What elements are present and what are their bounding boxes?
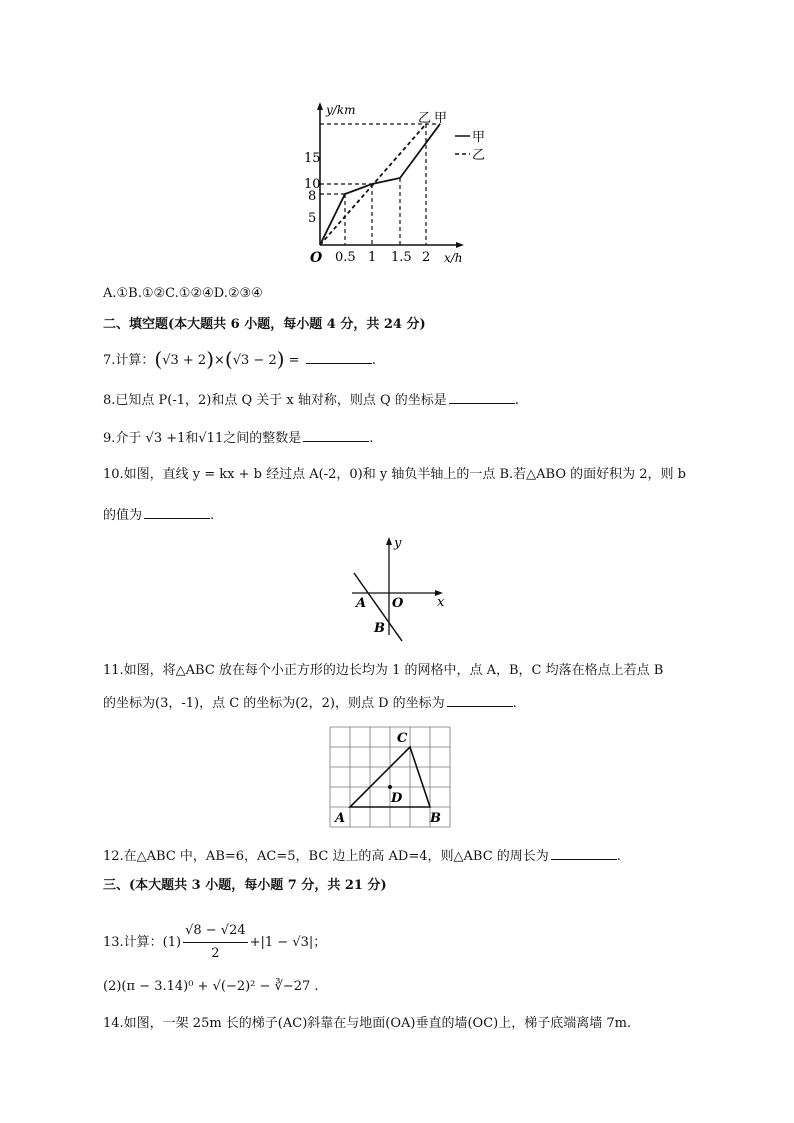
x-axis-label: x/h [444,251,463,265]
x-tick-1: 1 [368,250,377,265]
section2-title: 二、填空题(本大题共 6 小题，每小题 4 分，共 24 分) [103,317,426,332]
q10-answer-blank[interactable] [144,505,210,519]
q11-grid-figure [325,722,455,832]
q11-answer-blank[interactable] [447,693,513,707]
q7-expr-b: √3 − 2 [232,353,277,368]
q13-part2: (2)(π − 3.14)⁰ + √(−2)² − ∛−27 . [103,979,319,994]
q11-label-c: C [397,731,408,746]
q13-frac-den: 2 [211,946,220,961]
y-tick-8: 8 [308,189,317,204]
q9-answer-blank[interactable] [303,428,369,442]
x-tick-2: 2 [422,250,431,265]
q9: 9.介于 √3 +1和√11之间的整数是 . [103,428,373,448]
q13-part1 [103,920,326,965]
q9-suffix: 之间的整数是 [223,431,302,446]
chart-x-arrow [456,242,464,248]
q10-line2: 的值为 . [103,505,214,525]
q10-label-o: O [392,596,404,611]
q11-label-d: D [391,791,403,806]
y-tick-15: 15 [304,151,321,166]
q11-line2-text: 的坐标为(3，-1)，点 C 的坐标为(2，2)，则点 D 的坐标为 [103,696,445,711]
q11-label-a: A [335,811,346,826]
q7-eq: = [284,353,304,368]
q12-text: 12.在△ABC 中，AB=6，AC=5，BC 边上的高 AD=4，则△ABC 的周长为 [103,849,549,864]
q13-frac-num: √8 − √24 [183,920,248,943]
q7-expr-a: √3 + 2 [162,353,207,368]
q7-prefix: 7.计算： [103,353,155,368]
q11-point-d [388,785,392,789]
q10-label-y: y [394,536,402,551]
chart-y-arrow [317,102,323,110]
q8: 8.已知点 P(-1，2)和点 Q 关于 x 轴对称，则点 Q 的坐标是 . [103,390,519,410]
origin-label: O [310,250,323,266]
q12: 12.在△ABC 中，AB=6，AC=5，BC 边上的高 AD=4，则△ABC 的周长为 . [103,846,621,866]
distance-time-chart [300,96,510,271]
q8-text: 8.已知点 P(-1，2)和点 Q 关于 x 轴对称，则点 Q 的坐标是 [103,393,447,408]
q12-answer-blank[interactable] [551,846,617,860]
q13-prefix: 13.计算：(1) [103,935,182,950]
x-tick-15: 1.5 [391,250,412,265]
q10-line1: 10.如图，直线 y = kx + b 经过点 A(-2，0)和 y 轴负半轴上的一点 B.若△ABO 的面好积为 2，则 b [103,467,686,482]
q6-options: A.①B.①②C.①②④D.②③④ [103,286,263,301]
q14: 14.如图，一架 25m 长的梯子(AC)斜靠在与地面(OA)垂直的墙(OC)上，梯子底端离墙 7m. [103,1016,632,1031]
top-label-yi: 乙 [418,111,432,126]
y-tick-10: 10 [304,177,321,192]
q10-label-a: A [356,596,367,611]
top-label-jia: 甲 [434,111,448,126]
q9-expr: √3 +1和√11 [145,431,224,446]
x-tick-05: 0.5 [335,250,356,265]
q13-fraction [183,920,248,965]
q7: 7.计算：(√3 + 2)×(√3 − 2) = . [103,347,376,371]
q9-prefix: 9.介于 [103,431,146,446]
q10-label-x: x [437,595,445,610]
q8-answer-blank[interactable] [449,390,515,404]
legend-label-jia: 甲 [472,130,486,145]
y-tick-5: 5 [308,211,317,226]
q11-label-b: B [430,811,441,826]
q7-answer-blank[interactable] [306,350,372,364]
legend-label-yi: 乙 [472,148,486,163]
q10-figure [344,535,454,645]
q10-line2-text: 的值为 [103,508,143,523]
q10-label-b: B [374,621,385,636]
q13-abs-part: +|1 − √3|； [249,935,327,950]
q10-y-arrow [386,537,392,545]
q11-line1: 11.如图，将△ABC 放在每个小正方形的边长均为 1 的网格中，点 A，B，C 均落在格点上若点 B [103,663,664,678]
section3-title: 三、(本大题共 3 小题，每小题 7 分，共 21 分) [103,878,387,893]
y-axis-label: y/km [326,103,356,117]
q11-line2: 的坐标为(3，-1)，点 C 的坐标为(2，2)，则点 D 的坐标为 . [103,693,517,713]
